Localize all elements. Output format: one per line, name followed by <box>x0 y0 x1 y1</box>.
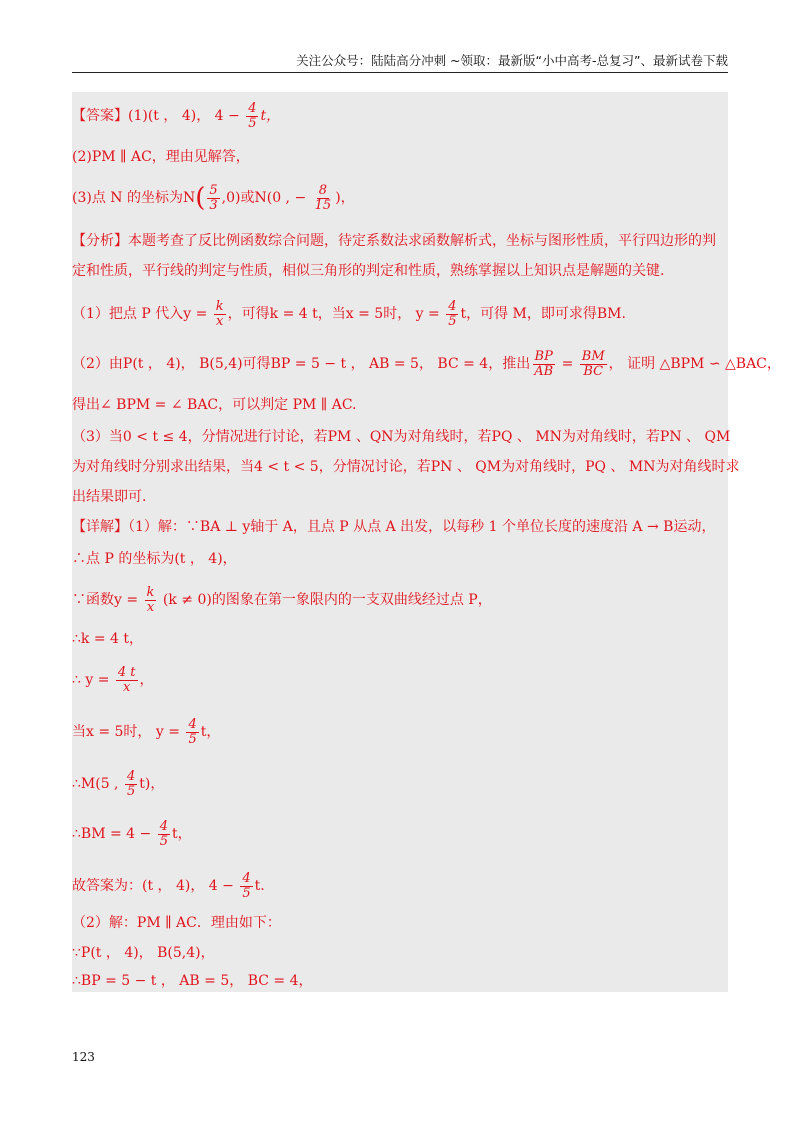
analysis-step-3b: 为对角线时分别求出结果，当4 < t < 5，分情况讨论，若PN 、 QM为对角线时，PQ 、 MN为对角线时求 <box>72 459 740 475</box>
analysis-line-1: 【分析】本题考查了反比例函数综合问题，待定系数法求函数解析式，坐标与图形性质，平行四边形的判 <box>72 233 716 249</box>
answer-part1-fraction: $\frac{4}{5}$ <box>248 101 257 131</box>
analysis-label: 【分析】 <box>72 233 128 249</box>
detail-line-11: ∵P(t ， 4)， B(5,4)， <box>72 945 215 961</box>
answer-label: 【答案】 <box>72 108 128 125</box>
detail-line-6: 当x = 5时， y = $\frac{4}{5}$ t， <box>72 717 221 747</box>
answer-line-1: 【答案】(1)(t ， 4)， 4 − $\frac{4}{5}$ t， <box>72 101 281 131</box>
detail-line-12: ∴BP = 5 − t ， AB = 5， BC = 4， <box>72 973 313 989</box>
detail-line-4: ∴k = 4 t， <box>72 631 144 647</box>
detail-line-8: ∴BM = 4 − $\frac{4}{5}$ t， <box>72 819 192 849</box>
answer-part3-fraction-2: $\frac{8}{15}$ <box>314 183 332 213</box>
detail-line-2: ∴点 P 的坐标为(t ， 4)， <box>72 551 237 567</box>
detail-line-7: ∴M(5 , $\frac{4}{5}$ t)， <box>72 769 165 799</box>
analysis-step-3a: （3）当0 < t ≤ 4，分情况进行讨论，若PM 、QN为对角线时，若PQ 、 MN为对角线时，若PN 、 QM <box>72 429 731 445</box>
detail-line-9: 故答案为：(t ， 4)， 4 − $\frac{4}{5}$ t. <box>72 871 265 901</box>
analysis-step-1: （1）把点 P 代入y = $\frac{k}{x}$ ，可得k = 4 t，当x = 5时， y = $\frac{4}{5}$ t，可得 M，即可求得BM. <box>72 299 626 329</box>
detail-line-5: ∴ y = $\frac{4 t}{x}$ ， <box>72 665 154 695</box>
header-text: 关注公众号：陆陆高分冲刺 ~领取：最新版“小中高考-总复习”、最新试卷下载 <box>296 53 728 68</box>
detail-label: 【详解】 <box>72 519 128 535</box>
analysis-step-3c: 出结果即可. <box>72 489 147 505</box>
analysis-line-2: 定和性质，平行线的判定与性质，相似三角形的判定和性质，熟练掌握以上知识点是解题的关键. <box>72 263 665 279</box>
detail-line-3: ∵函数y = $\frac{k}{x}$ (k ≠ 0)的图象在第一象限内的一支双曲线经过点 P， <box>72 585 492 615</box>
answer-line-2: (2)PM ∥ AC，理由见解答， <box>72 149 250 165</box>
page-header <box>72 52 728 73</box>
page-number: 123 <box>72 1050 95 1064</box>
detail-line-10: （2）解：PM ∥ AC．理由如下： <box>72 915 281 931</box>
answer-part1: (1)(t ， 4)， 4 − <box>128 108 245 125</box>
analysis-step-2b: 得出∠ BPM = ∠ BAC，可以判定 PM ∥ AC. <box>72 397 357 413</box>
analysis-step-2: （2）由P(t ， 4)， B(5,4)可得BP = 5 − t ， AB = 5， BC = 4，推出 $\frac{BP}{AB}$ = $\frac{BM}{BC}$ ， 证明 △BPM ∽ △BAC， <box>72 349 781 379</box>
detail-line-1: 【详解】（1）解：∵BA ⊥ y轴于 A，且点 P 从点 A 出发，以每秒 1 个单位长度的速度沿 A → B运动， <box>72 519 716 535</box>
answer-line-3: (3)点 N 的坐标为N( $\frac{5}{3}$ ,0)或N(0 , − $\frac{8}{15}$ )， <box>72 183 355 214</box>
solution-block <box>72 92 781 992</box>
answer-part3-fraction-1: $\frac{5}{3}$ <box>209 183 218 213</box>
